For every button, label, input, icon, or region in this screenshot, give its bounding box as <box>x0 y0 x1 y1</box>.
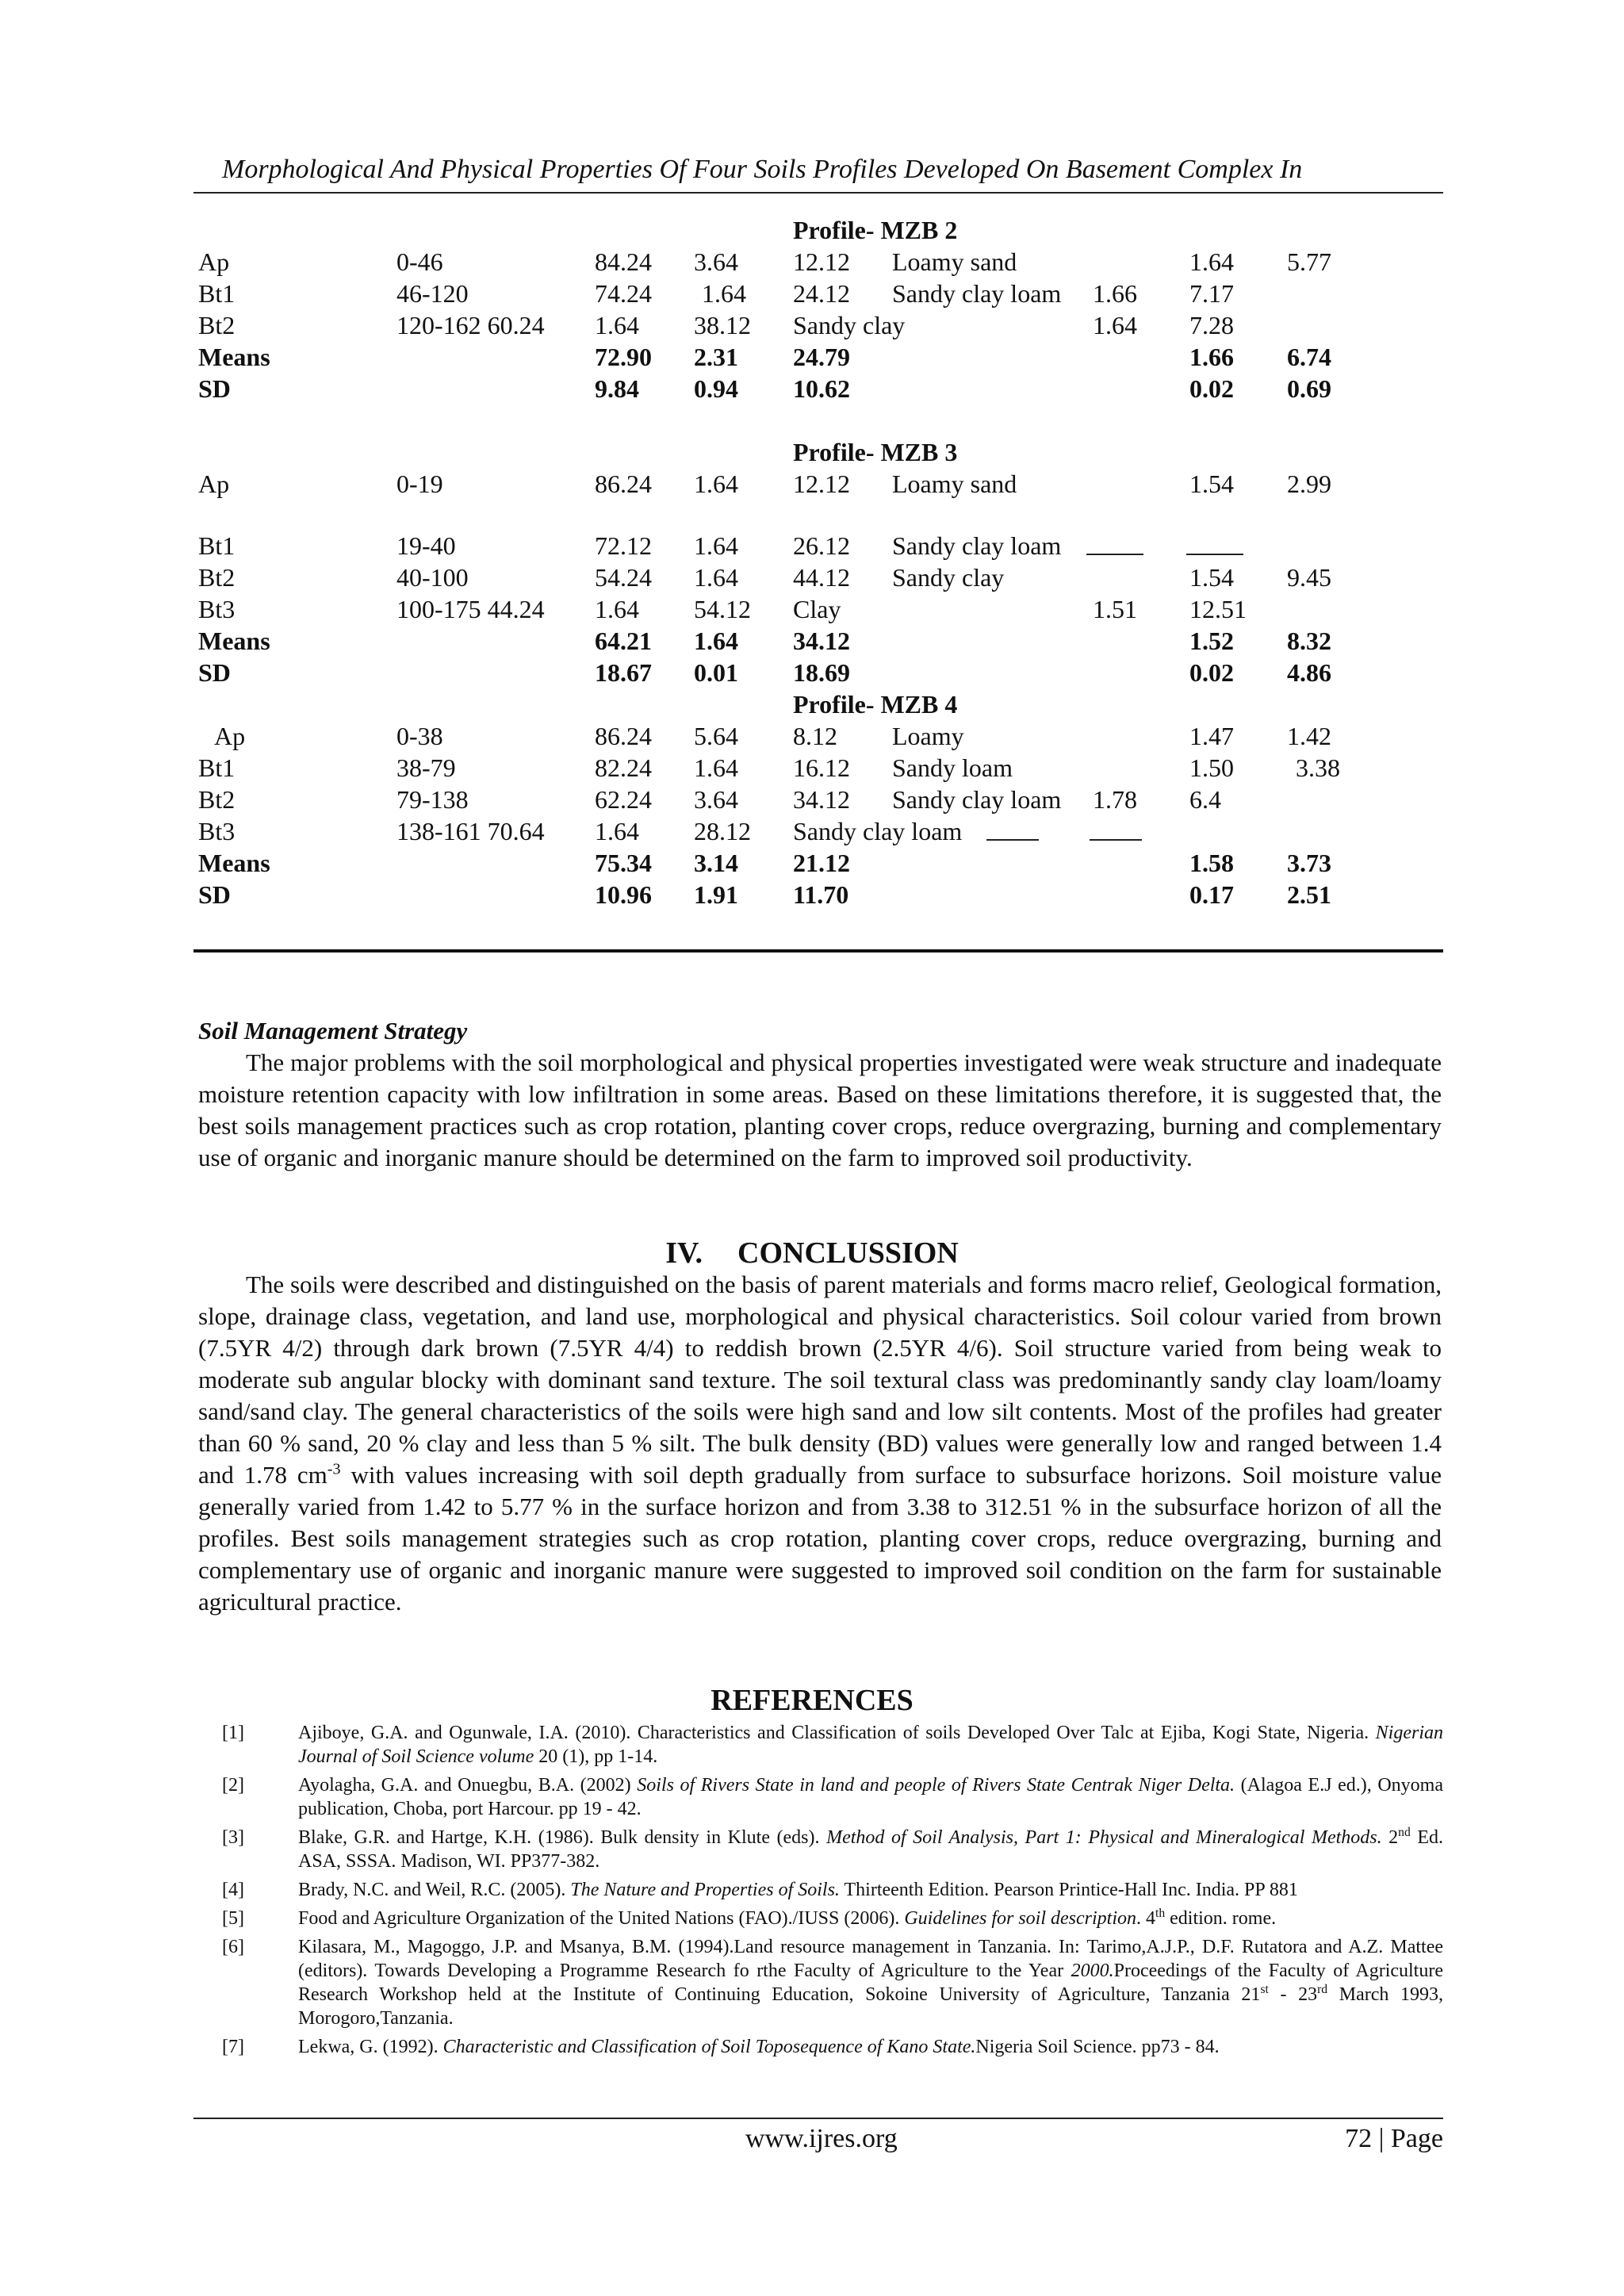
blank-line <box>1186 531 1243 555</box>
horizon-cell: Bt2 <box>198 563 236 592</box>
table-row <box>198 563 1443 595</box>
reference-item <box>198 1721 1443 1769</box>
value-cell: 7.17 <box>1189 279 1234 308</box>
value-cell: 8.32 <box>1287 627 1331 655</box>
value-cell: 86.24 <box>595 722 652 750</box>
reference-text: Kilasara, M., Magoggo, J.P. and Msanya, B.M. (1994).Land resource management in Tanzania. In: Tarimo,A.J.P., D.F. Rutatora and A.Z. Mattee (editors). Towards Developing a Programme Research fo rthe Faculty of Agriculture to the Year 2000.Proceedings of the Faculty of Agriculture Research Workshop held at the Institute of Continuing Education, Sokoine University of Agriculture, Tanzania 21st - 23rd March 1993, Morogoro,Tanzania. <box>298 1937 1444 2029</box>
reference-number: [5] <box>222 1908 244 1929</box>
row-label: Means <box>198 849 270 877</box>
row-label: SD <box>198 658 231 687</box>
depth-cell: 40-100 <box>396 563 469 592</box>
value-cell: 1.64 <box>595 311 639 339</box>
value-cell: 1.64 <box>694 531 738 560</box>
reference-item <box>198 2035 1443 2059</box>
reference-text: Food and Agriculture Organization of the United Nations (FAO)./IUSS (2006). Guidelines for soil description. 4th edition. rome. <box>298 1907 1277 1929</box>
paragraph-text: The major problems with the soil morphological and physical properties investigated were weak structure and inadequate moisture retention capacity with low infiltration in some areas. Based on these limitations therefore, it is suggested that, the best soils management practices such as crop rotation, planting cover crops, reduce overgrazing, burning and complementary use of organic and inorganic manure should be determined on the farm to improved soil productivity. <box>198 1048 1442 1171</box>
value-cell: 1.64 <box>1093 311 1137 339</box>
horizon-cell: Bt3 <box>198 817 236 845</box>
depth-cell: 79-138 <box>396 785 469 814</box>
value-cell: 10.62 <box>793 374 850 403</box>
reference-text: Ajiboye, G.A. and Ogunwale, I.A. (2010). Characteristics and Classification of soils Developed Over Talc at Ejiba, Kogi State, Nigeria. Nigerian Journal of Soil Science volume 20 (1), pp 1-14. <box>298 1723 1443 1767</box>
value-cell: 0.17 <box>1189 880 1234 909</box>
table-row <box>198 753 1443 785</box>
horizon-cell: Bt2 <box>198 785 236 814</box>
value-cell: 1.66 <box>1189 343 1234 371</box>
value-cell: 0.01 <box>694 658 738 687</box>
texture-cell: Clay <box>793 595 841 623</box>
value-cell: 3.73 <box>1287 849 1331 877</box>
value-cell: 1.42 <box>1287 722 1331 750</box>
value-cell: 75.34 <box>595 849 652 877</box>
value-cell: 26.12 <box>793 531 850 560</box>
horizon-cell: Bt1 <box>198 753 236 782</box>
value-cell: 3.64 <box>694 785 738 814</box>
reference-number: [1] <box>222 1723 244 1743</box>
value-cell: 64.21 <box>595 627 652 655</box>
horizon-cell: Bt3 <box>198 595 236 623</box>
depth-cell: 19-40 <box>396 531 456 560</box>
value-cell: 2.51 <box>1287 880 1331 909</box>
horizon-cell: Bt1 <box>198 531 236 560</box>
value-cell: 1.64 <box>694 563 738 592</box>
value-cell: 3.38 <box>1296 753 1340 782</box>
reference-item <box>198 1878 1443 1902</box>
horizon-cell: Bt2 <box>198 311 236 339</box>
profile-title: Profile- MZB 2 <box>793 216 958 244</box>
value-cell: 86.24 <box>595 470 652 498</box>
value-cell: 1.64 <box>702 279 746 308</box>
value-cell: 6.4 <box>1189 785 1221 814</box>
value-cell: 72.12 <box>595 531 652 560</box>
profile-title: Profile- MZB 4 <box>793 690 958 719</box>
value-cell: 1.64 <box>1189 247 1234 276</box>
reference-item <box>198 1826 1443 1873</box>
value-cell: 12.51 <box>1189 595 1247 623</box>
depth-cell: 46-120 <box>396 279 469 308</box>
table-row-means <box>198 849 1443 880</box>
reference-number: [2] <box>222 1775 244 1796</box>
table-row <box>198 531 1443 563</box>
table-row-sd <box>198 658 1443 690</box>
value-cell: 1.58 <box>1189 849 1234 877</box>
value-cell: 34.12 <box>793 627 850 655</box>
reference-text: Brady, N.C. and Weil, R.C. (2005). The Nature and Properties of Soils. Thirteenth Edition. Pearson Printice-Hall Inc. India. PP 881 <box>298 1880 1298 1900</box>
value-cell: 38.12 <box>694 311 751 339</box>
texture-cell: Sandy clay <box>793 311 906 339</box>
blank-line <box>986 817 1039 841</box>
texture-cell: Loamy sand <box>892 247 1017 276</box>
value-cell: 11.70 <box>793 880 849 909</box>
value-cell: 34.12 <box>793 785 850 814</box>
reference-number: [6] <box>222 1937 244 1957</box>
texture-cell: Sandy clay loam <box>892 785 1062 814</box>
conclusion-paragraph <box>198 1269 1442 1618</box>
reference-list <box>198 1721 1443 2064</box>
value-cell: 1.50 <box>1189 753 1234 782</box>
value-cell: 24.79 <box>793 343 850 371</box>
running-header: Morphological And Physical Properties Of Four Soils Profiles Developed On Basement Complex In <box>222 155 1303 184</box>
texture-cell: Sandy clay loam <box>892 531 1062 560</box>
texture-cell: Sandy clay loam <box>892 279 1062 308</box>
value-cell: 8.12 <box>793 722 837 750</box>
value-cell: 1.91 <box>694 880 738 909</box>
reference-number: [3] <box>222 1827 244 1848</box>
table-row <box>198 817 1443 849</box>
row-label: Means <box>198 343 270 371</box>
value-cell: 1.64 <box>595 595 639 623</box>
depth-cell: 138-161 70.64 <box>396 817 545 845</box>
table-row <box>198 722 1443 753</box>
value-cell: 18.69 <box>793 658 850 687</box>
reference-item <box>198 1773 1443 1821</box>
table-row <box>198 785 1443 817</box>
value-cell: 1.54 <box>1189 470 1234 498</box>
table-row <box>198 247 1443 279</box>
table-row <box>198 595 1443 627</box>
value-cell: 0.02 <box>1189 658 1234 687</box>
value-cell: 2.99 <box>1287 470 1331 498</box>
value-cell: 1.47 <box>1189 722 1234 750</box>
value-cell: 1.64 <box>595 817 639 845</box>
horizon-cell: Ap <box>214 722 246 750</box>
page-number: 72 | Page <box>1345 2124 1443 2153</box>
value-cell: 18.67 <box>595 658 652 687</box>
value-cell: 0.69 <box>1287 374 1331 403</box>
value-cell: 7.28 <box>1189 311 1234 339</box>
table-row-sd <box>198 880 1443 912</box>
texture-cell: Sandy loam <box>892 753 1013 782</box>
section-heading-text: CONCLUSSION <box>737 1236 959 1270</box>
depth-cell: 0-19 <box>396 470 443 498</box>
depth-cell: 120-162 60.24 <box>396 311 545 339</box>
value-cell: 16.12 <box>793 753 850 782</box>
value-cell: 82.24 <box>595 753 652 782</box>
value-cell: 74.24 <box>595 279 652 308</box>
texture-cell: Loamy sand <box>892 470 1017 498</box>
footer-rule <box>193 2118 1443 2119</box>
table-bottom-rule <box>193 949 1443 953</box>
table-row <box>198 311 1443 343</box>
value-cell: 21.12 <box>793 849 850 877</box>
reference-number: [7] <box>222 2037 244 2057</box>
value-cell: 5.77 <box>1287 247 1331 276</box>
value-cell: 54.24 <box>595 563 652 592</box>
value-cell: 54.12 <box>694 595 751 623</box>
value-cell: 1.78 <box>1093 785 1137 814</box>
table-row <box>198 470 1443 501</box>
table-row-means <box>198 343 1443 374</box>
reference-item <box>198 1935 1443 2030</box>
section-number: IV. <box>665 1236 703 1270</box>
value-cell: 1.64 <box>694 753 738 782</box>
value-cell: 10.96 <box>595 880 652 909</box>
reference-text: Lekwa, G. (1992). Characteristic and Classification of Soil Toposequence of Kano State.Nigeria Soil Science. pp73 - 84. <box>298 2037 1220 2057</box>
value-cell: 1.51 <box>1093 595 1137 623</box>
value-cell: 1.54 <box>1189 563 1234 592</box>
profile-title: Profile- MZB 3 <box>793 438 958 466</box>
value-cell: 2.31 <box>694 343 738 371</box>
value-cell: 3.14 <box>694 849 738 877</box>
value-cell: 72.90 <box>595 343 652 371</box>
paragraph-text: The soils were described and distinguished on the basis of parent materials and forms macro relief, Geological formation, slope, drainage class, vegetation, and land use, morphological and physical characteristics. Soil colour varied from brown (7.5YR 4/2) through dark brown (7.5YR 4/4) to reddish brown (2.5YR 4/6). Soil structure varied from being weak to moderate sub angular blocky with dominant sand texture. The soil textural class was predominantly sandy clay loam/loamy sand/sand clay. The general characteristics of the soils were high sand and low silt contents. Most of the profiles had greater than 60 % sand, 20 % clay and less than 5 % silt. The bulk density (BD) values were generally low and ranged between 1.4 and 1.78 $cm^{-3}$ with values increasing with soil depth gradually from surface to subsurface horizons. Soil moisture value generally varied from 1.42 to 5.77 % in the surface horizon and from 3.38 to 312.51 % in the subsurface horizon of all the profiles. Best soils management strategies such as crop rotation, planting cover crops, reduce overgrazing, burning and complementary use of organic and inorganic manure were suggested to improved soil condition on the farm for sustainable agricultural practice. <box>198 1271 1442 1616</box>
value-cell: 0.94 <box>694 374 738 403</box>
value-cell: 3.64 <box>694 247 738 276</box>
depth-cell: 38-79 <box>396 753 456 782</box>
table-row <box>198 279 1443 311</box>
depth-cell: 0-38 <box>396 722 443 750</box>
texture-cell: Loamy <box>892 722 964 750</box>
value-cell: 24.12 <box>793 279 850 308</box>
table-row-means <box>198 627 1443 658</box>
conclusion-heading <box>0 1236 1624 1271</box>
value-cell: 9.45 <box>1287 563 1331 592</box>
value-cell: 5.64 <box>694 722 738 750</box>
row-label: SD <box>198 374 231 403</box>
horizon-cell: Bt1 <box>198 279 236 308</box>
value-cell: 84.24 <box>595 247 652 276</box>
blank-line <box>1086 531 1143 555</box>
footer-url: www.ijres.org <box>745 2124 898 2153</box>
depth-cell: 0-46 <box>396 247 443 276</box>
reference-text: Ayolagha, G.A. and Onuegbu, B.A. (2002) Soils of Rivers State in land and people of Rivers State Centrak Niger Delta. (Alagoa E.J ed.), Onyoma publication, Choba, port Harcour. pp 19 - 42. <box>298 1775 1443 1819</box>
horizon-cell: Ap <box>198 247 230 276</box>
depth-cell: 100-175 44.24 <box>396 595 545 623</box>
value-cell: 12.12 <box>793 470 850 498</box>
value-cell: 1.64 <box>694 627 738 655</box>
value-cell: 9.84 <box>595 374 639 403</box>
texture-cell: Sandy clay <box>892 563 1005 592</box>
value-cell: 0.02 <box>1189 374 1234 403</box>
value-cell: 28.12 <box>694 817 751 845</box>
value-cell: 6.74 <box>1287 343 1331 371</box>
value-cell: 1.66 <box>1093 279 1137 308</box>
blank-line <box>1090 817 1142 841</box>
reference-item <box>198 1907 1443 1930</box>
reference-number: [4] <box>222 1880 244 1900</box>
value-cell: 1.64 <box>694 470 738 498</box>
value-cell: 62.24 <box>595 785 652 814</box>
reference-text: Blake, G.R. and Hartge, K.H. (1986). Bulk density in Klute (eds). Method of Soil Analysis, Part 1: Physical and Mineralogical Methods. 2nd Ed. ASA, SSSA. Madison, WI. PP377-382. <box>298 1826 1443 1872</box>
value-cell: 1.52 <box>1189 627 1234 655</box>
row-label: SD <box>198 880 231 909</box>
section-title: Soil Management Strategy <box>198 1017 468 1045</box>
value-cell: 44.12 <box>793 563 850 592</box>
table-row-sd <box>198 374 1443 406</box>
value-cell: 12.12 <box>793 247 850 276</box>
texture-cell: Sandy clay loam <box>793 817 963 845</box>
value-cell: 4.86 <box>1287 658 1331 687</box>
references-heading: REFERENCES <box>710 1684 914 1717</box>
soil-management-paragraph <box>198 1047 1442 1174</box>
header-rule <box>193 192 1443 194</box>
horizon-cell: Ap <box>198 470 230 498</box>
row-label: Means <box>198 627 270 655</box>
